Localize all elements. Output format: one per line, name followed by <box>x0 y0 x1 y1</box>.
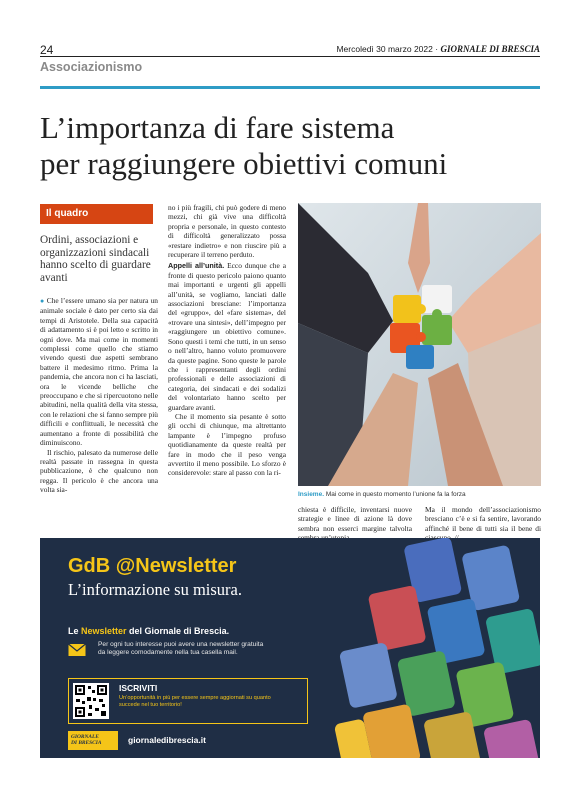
newsletter-phones-image <box>320 538 540 758</box>
col2-paragraph-2: Appelli all’unità. Ecco dunque che a fronte di questo pericolo paiono quanto mai importanti e urgenti gli appelli all’unità, se vogliamo, lanciati dalle associazioni bresciane: l’importanza del «gruppo», del «fare sistema», del «trovare una sintesi», dell’impegno per «raggiungere un obiettivo comune». Sono questi i temi che tutti, in un senso o nell’altro, hanno voluto promuovere da queste pagine. Sono queste le parole che i rappresentanti degli ordini professionali e delle associazioni di categoria, dei sindacati e dei sodalizi del volontariato hanno scelto per guardare avanti. <box>168 261 286 412</box>
ad-subtitle: L’informazione su misura. <box>68 580 242 599</box>
box-label: Il quadro <box>40 204 153 224</box>
ad-description: Per ogni tuo interesse puoi avere una newsletter gratuita da leggere comodamente nella tua casella mail. <box>98 641 264 657</box>
ad-tagline: Le Newsletter del Giornale di Brescia. <box>68 626 230 636</box>
col2-paragraph-3: Che il momento sia pesante è sotto gli occhi di chiunque, ma altrettanto lampante è l’impegno profuso quotidianamente da queste realtà per fare in modo che il peso venga avvertito il meno possibile. Lo sforzo è considerevole: stare al passo con la ri- <box>168 411 286 478</box>
column-1 <box>40 296 158 495</box>
section-rule <box>40 86 540 89</box>
ad-title: GdB @Newsletter <box>68 555 237 577</box>
section-label: Associazionismo <box>40 60 143 74</box>
dateline <box>336 44 540 54</box>
subscribe-description: Un’opportunità in più per essere sempre aggiornati su quanto succede nel tuo territorio! <box>119 695 271 708</box>
headline <box>40 110 540 182</box>
bullet-icon: ● <box>40 297 45 305</box>
article-photo <box>298 203 541 486</box>
newsletter-ad[interactable] <box>40 538 540 758</box>
page-number: 24 <box>40 43 54 57</box>
puzzle-hands-image <box>298 203 541 486</box>
subscribe-cta[interactable]: ISCRIVITI <box>119 683 158 693</box>
headline-line-2: per raggiungere obiettivi comuni <box>40 146 448 181</box>
qr-code-icon[interactable] <box>73 683 109 719</box>
caption-text: Mai come in questo momento l’unione fa la forza <box>325 491 466 498</box>
subhead: Appelli all’unità. <box>168 261 225 271</box>
col2-paragraph-1: no i più fragili, chi può godere di meno mezzi, chi già vive una difficoltà propria e personale, in questo contesto di difficoltà generalizzato possa «restare indietro» e non riuscire più a recuperare il terreno perduto. <box>168 203 286 260</box>
headline-line-1: L’importanza di fare sistema <box>40 110 395 145</box>
col1-paragraph-1: ● Che l’essere umano sia per natura un animale sociale è dato per certo sia dai tempi di Aristotele. Della sua capacità di adattamento si è poi letto e scritto in ogni dove. Ma mai come in momenti complessi come quello che stiamo vivendo questi due aspetti sembrano battere il medesimo ritmo. Prima la pandemia, che ancora non ci ha lasciati, ora le vicende belliche che preoccupano e che si ripercuotono nelle abitudini, nella qualità della vita stessa, con le relazioni che si fanno sempre più difficili e conflittuali, le necessità che aumentano a fronte di possibilità che diminuiscono. <box>40 296 158 448</box>
col1-paragraph-2: Il rischio, palesato da numerose delle realtà passate in rassegna in questa pubblicazione, è che qualcuno non regga. Il pericolo è che ancora una volta sia- <box>40 447 158 495</box>
issue-date: Mercoledì 30 marzo 2022 <box>336 44 433 54</box>
subscribe-box[interactable] <box>68 678 308 724</box>
photo-caption <box>298 491 541 499</box>
dateline-separator: · <box>435 44 439 54</box>
caption-label: Insieme. <box>298 491 325 498</box>
website-link[interactable]: giornaledibrescia.it <box>128 735 206 745</box>
envelope-icon <box>68 642 86 657</box>
gdb-logo: GIORNALE DI BRESCIA <box>68 731 118 750</box>
summary: Ordini, associazioni e organizzazioni sindacali hanno scelto di guardare avanti <box>40 234 151 284</box>
column-2 <box>168 203 286 478</box>
column-4 <box>425 505 541 543</box>
column-3 <box>298 505 412 543</box>
header-rule <box>40 56 540 57</box>
col4-paragraph: Ma il mondo dell’associazionismo bresciano c’è e si fa sentire, lavorando affinché il bene di tutti sia il bene di <box>425 505 541 543</box>
col3-paragraph: chiesta è difficile, inventarsi nuove strategie e linee di azione là dove sembra non esserci margine talvolta <box>298 505 412 533</box>
paper-name: GIORNALE DI BRESCIA <box>440 44 540 54</box>
